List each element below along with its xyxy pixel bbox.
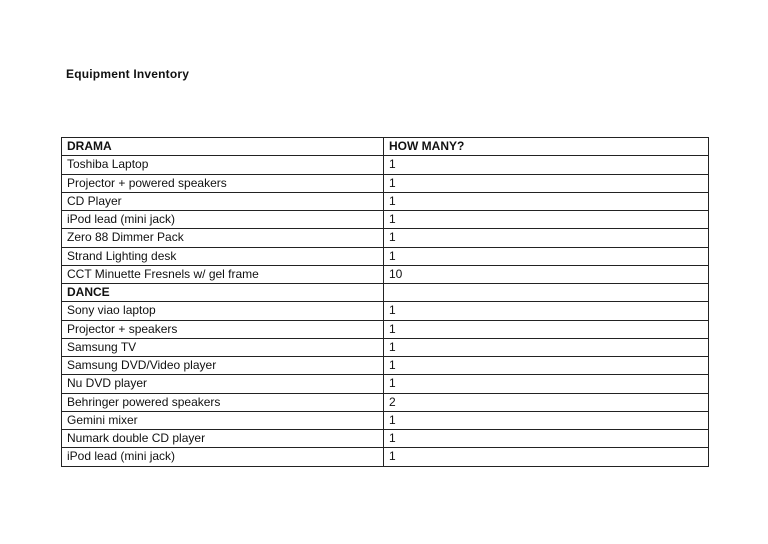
item-name-cell: Samsung TV	[62, 338, 384, 356]
table-row	[62, 302, 709, 320]
item-name-cell: Numark double CD player	[62, 430, 384, 448]
quantity-cell: 10	[384, 265, 709, 283]
item-name-cell: iPod lead (mini jack)	[62, 448, 384, 466]
quantity-cell: 1	[384, 338, 709, 356]
quantity-cell: 1	[384, 320, 709, 338]
item-name-cell: Toshiba Laptop	[62, 156, 384, 174]
quantity-cell: 1	[384, 156, 709, 174]
table-row	[62, 411, 709, 429]
item-name-cell: Behringer powered speakers	[62, 393, 384, 411]
quantity-cell: 1	[384, 174, 709, 192]
item-name-cell: CCT Minuette Fresnels w/ gel frame	[62, 265, 384, 283]
quantity-cell: 1	[384, 302, 709, 320]
table-row	[62, 156, 709, 174]
table-row	[62, 375, 709, 393]
quantity-cell: 1	[384, 247, 709, 265]
section-name: DRAMA	[62, 138, 384, 156]
section-header-row-dance	[62, 284, 709, 302]
quantity-cell: 1	[384, 211, 709, 229]
table-row	[62, 448, 709, 466]
table-row	[62, 192, 709, 210]
item-name-cell: Zero 88 Dimmer Pack	[62, 229, 384, 247]
count-header	[384, 284, 709, 302]
table-row	[62, 229, 709, 247]
table-row	[62, 211, 709, 229]
quantity-cell: 1	[384, 229, 709, 247]
item-name-cell: Sony viao laptop	[62, 302, 384, 320]
item-name-cell: Samsung DVD/Video player	[62, 357, 384, 375]
item-name-cell: iPod lead (mini jack)	[62, 211, 384, 229]
table-row	[62, 338, 709, 356]
table-row	[62, 247, 709, 265]
quantity-cell: 1	[384, 357, 709, 375]
table-row	[62, 265, 709, 283]
table-row	[62, 357, 709, 375]
count-header: HOW MANY?	[384, 138, 709, 156]
quantity-cell: 2	[384, 393, 709, 411]
section-name: DANCE	[62, 284, 384, 302]
item-name-cell: Projector + powered speakers	[62, 174, 384, 192]
inventory-table	[61, 137, 709, 467]
table-row	[62, 430, 709, 448]
table-row	[62, 320, 709, 338]
table-row	[62, 174, 709, 192]
quantity-cell: 1	[384, 448, 709, 466]
item-name-cell: Nu DVD player	[62, 375, 384, 393]
item-name-cell: Strand Lighting desk	[62, 247, 384, 265]
page-title: Equipment Inventory	[66, 67, 190, 81]
quantity-cell: 1	[384, 411, 709, 429]
quantity-cell: 1	[384, 192, 709, 210]
item-name-cell: Projector + speakers	[62, 320, 384, 338]
section-header-row-drama	[62, 138, 709, 156]
item-name-cell: CD Player	[62, 192, 384, 210]
quantity-cell: 1	[384, 430, 709, 448]
item-name-cell: Gemini mixer	[62, 411, 384, 429]
inventory-table-body	[62, 138, 709, 467]
table-row	[62, 393, 709, 411]
quantity-cell: 1	[384, 375, 709, 393]
